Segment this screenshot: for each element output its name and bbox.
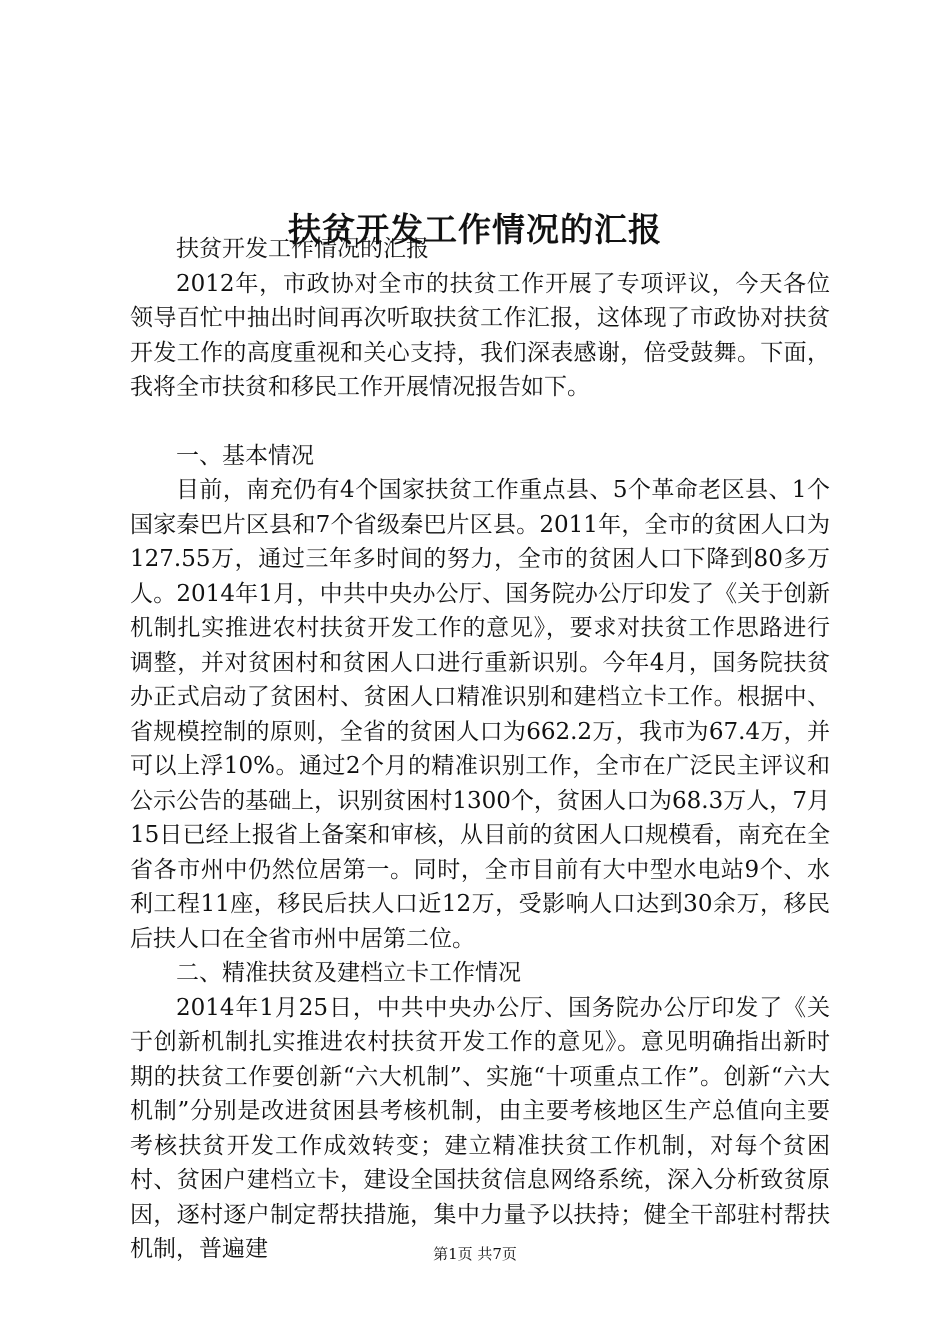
document-body: [130, 232, 830, 1267]
page-footer: 第1页 共7页: [433, 1245, 517, 1263]
paragraph-precise-poverty: 2014年1月25日，中共中央办公厅、国务院办公厅印发了《关于创新机制扎实推进农村扶贫开发工作的意见》。意见明确指出新时期的扶贫工作要创新“六大机制”、实施“十项重点工作”。创新“六大机制”分别是改进贫困县考核机制，由主要考核地区生产总值向主要考核扶贫开发工作成效转变；建立精准扶贫工作机制，对每个贫困村、贫困户建档立卡，建设全国扶贫信息网络系统，深入分析致贫原因，逐村逐户制定帮扶措施，集中力量予以扶持；健全干部驻村帮扶机制，普遍建: [130, 994, 830, 1262]
paragraph-basic-situation: 目前，南充仍有4个国家扶贫工作重点县、5个革命老区县、1个国家秦巴片区县和7个省级秦巴片区县。2011年，全市的贫困人口为127.55万，通过三年多时间的努力，全市的贫困人口下降到80多万人。2014年1月，中共中央办公厅、国务院办公厅印发了《关于创新机制扎实推进农村扶贫开发工作的意见》，要求对扶贫工作思路进行调整，并对贫困村和贫困人口进行重新识别。今年4月，国务院扶贫办正式启动了贫困村、贫困人口精准识别和建档立卡工作。根据中、省规模控制的原则，全省的贫困人口为662.2万，我市为67.4万，并可以上浮10%。通过2个月的精准识别工作，全市在广泛民主评议和公示公告的基础上，识别贫困村1300个，贫困人口为68.3万人，7月15日已经上报省上备案和审核，从目前的贫困人口规模看，南充在全省各市州中仍然位居第一。同时，全市目前有大中型水电站9个、水利工程11座，移民后扶人口近12万，受影响人口达到30余万，移民后扶人口在全省市州中居第二位。: [130, 477, 830, 952]
document-title: 扶贫开发工作情况的汇报: [288, 210, 662, 250]
section-heading-precise-poverty: 二、精准扶贫及建档立卡工作情况: [176, 960, 521, 986]
section-heading-basic-situation: 一、基本情况: [176, 442, 314, 469]
paragraph-intro: 2012年，市政协对全市的扶贫工作开展了专项评议，今天各位领导百忙中抽出时间再次听取扶贫工作汇报，这体现了市政协对扶贫开发工作的高度重视和关心支持，我们深表感谢，倍受鼓舞。下面，我将全市扶贫和移民工作开展情况报告如下。: [130, 270, 830, 400]
paragraph-subtitle: 扶贫开发工作情况的汇报: [176, 236, 429, 262]
